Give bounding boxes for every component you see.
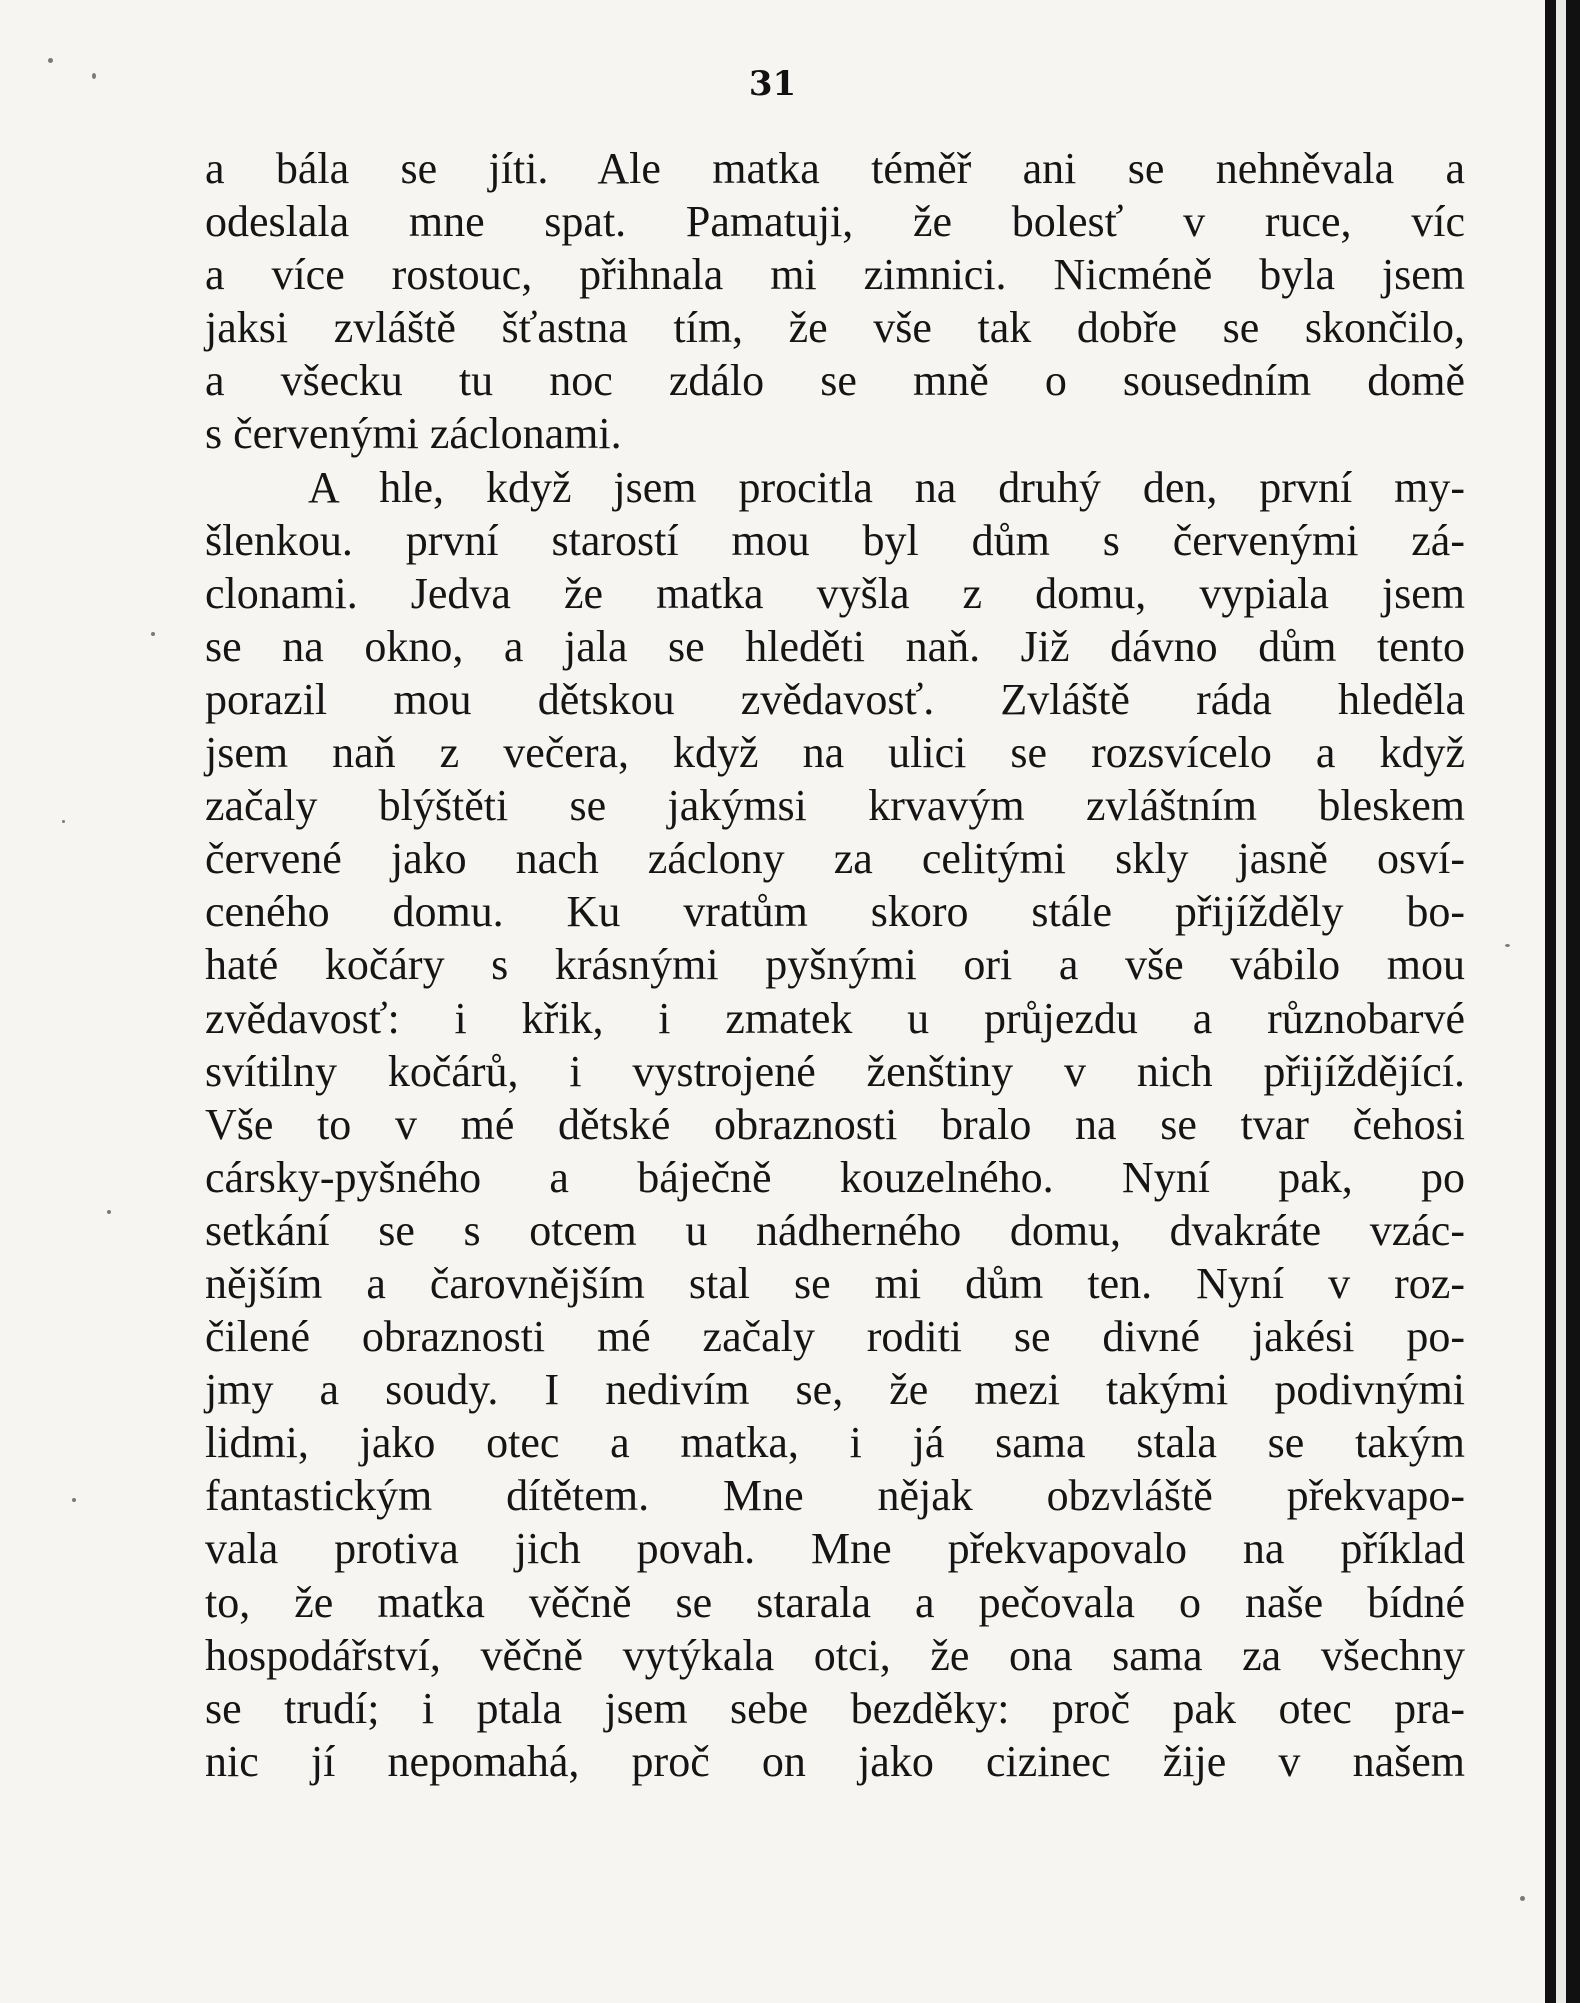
scan-speck [92, 73, 96, 79]
text-line: to, že matka věčně se starala a pečovala o naše bídné [205, 1577, 1465, 1627]
text-line: Vše to v mé dětské obraznosti bralo na se tvar čehosi [205, 1099, 1465, 1149]
text-line: odeslala mne spat. Pamatuji, že bolesť v ruce, víc [205, 197, 1465, 247]
scan-speck [72, 1498, 76, 1502]
text-line: zvědavosť: i křik, i zmatek u průjezdu a různobarvé [205, 993, 1465, 1043]
scan-speck [1505, 944, 1510, 947]
text-line: nic jí nepomahá, proč on jako cizinec žije v našem [205, 1736, 1465, 1786]
text-line: červené jako nach záclony za celitými skly jasně osví- [205, 834, 1465, 884]
text-line: jsem naň z večera, když na ulici se rozsvícelo a když [205, 728, 1465, 778]
text-line: A hle, když jsem procitla na druhý den, první my- [308, 462, 1465, 512]
text-line: nějším a čarovnějším stal se mi dům ten. Nyní v roz- [205, 1258, 1465, 1308]
text-line: šlenkou. první starostí mou byl dům s červenými zá- [205, 515, 1465, 565]
text-line: vala protiva jich povah. Mne překvapovalo na příklad [205, 1524, 1465, 1574]
text-line: cársky-pyšného a báječně kouzelného. Nyní pak, po [205, 1152, 1465, 1202]
text-line: clonami. Jedva že matka vyšla z domu, vypiala jsem [205, 568, 1465, 618]
body-text [205, 142, 1465, 1788]
text-line: hospodářství, věčně vytýkala otci, že ona sama za všechny [205, 1630, 1465, 1680]
text-line: se na okno, a jala se hleděti naň. Již dávno dům tento [205, 621, 1465, 671]
text-line: setkání se s otcem u nádherného domu, dvakráte vzác- [205, 1205, 1465, 1255]
text-line: svítilny kočárů, i vystrojené ženštiny v nich přijíždějící. [205, 1046, 1465, 1096]
text-line: jmy a soudy. I nedivím se, že mezi takými podivnými [205, 1365, 1465, 1415]
text-line: s červenými záclonami. [205, 409, 622, 459]
scan-speck [62, 820, 65, 823]
text-line: začaly blýštěti se jakýmsi krvavým zvláštním bleskem [205, 781, 1465, 831]
text-line: lidmi, jako otec a matka, i já sama stala se takým [205, 1418, 1465, 1468]
text-line: a více rostouc, přihnala mi zimnici. Nicméně byla jsem [205, 250, 1465, 300]
text-line: porazil mou dětskou zvědavosť. Zvláště ráda hleděla [205, 674, 1465, 724]
text-line: a všecku tu noc zdálo se mně o sousedním domě [205, 356, 1465, 406]
scan-speck [107, 1210, 111, 1214]
text-line: čilené obraznosti mé začaly roditi se divné jakési po- [205, 1312, 1465, 1362]
scan-speck [48, 58, 53, 63]
text-line: ceného domu. Ku vratům skoro stále přijížděly bo- [205, 887, 1465, 937]
scan-speck [151, 632, 155, 636]
page-number: 31 [748, 64, 797, 104]
scan-border-inner [1556, 0, 1566, 2003]
text-line: a bála se jíti. Ale matka téměř ani se nehněvala a [205, 144, 1465, 193]
scan-speck [1520, 1896, 1525, 1901]
text-line: fantastickým dítětem. Mne nějak obzvláště překvapo- [205, 1471, 1465, 1521]
text-line: haté kočáry s krásnými pyšnými ori a vše vábilo mou [205, 940, 1465, 990]
text-line: se trudí; i ptala jsem sebe bezděky: proč pak otec pra- [205, 1683, 1465, 1733]
text-line: jaksi zvláště šťastna tím, že vše tak dobře se skončilo, [205, 303, 1465, 353]
